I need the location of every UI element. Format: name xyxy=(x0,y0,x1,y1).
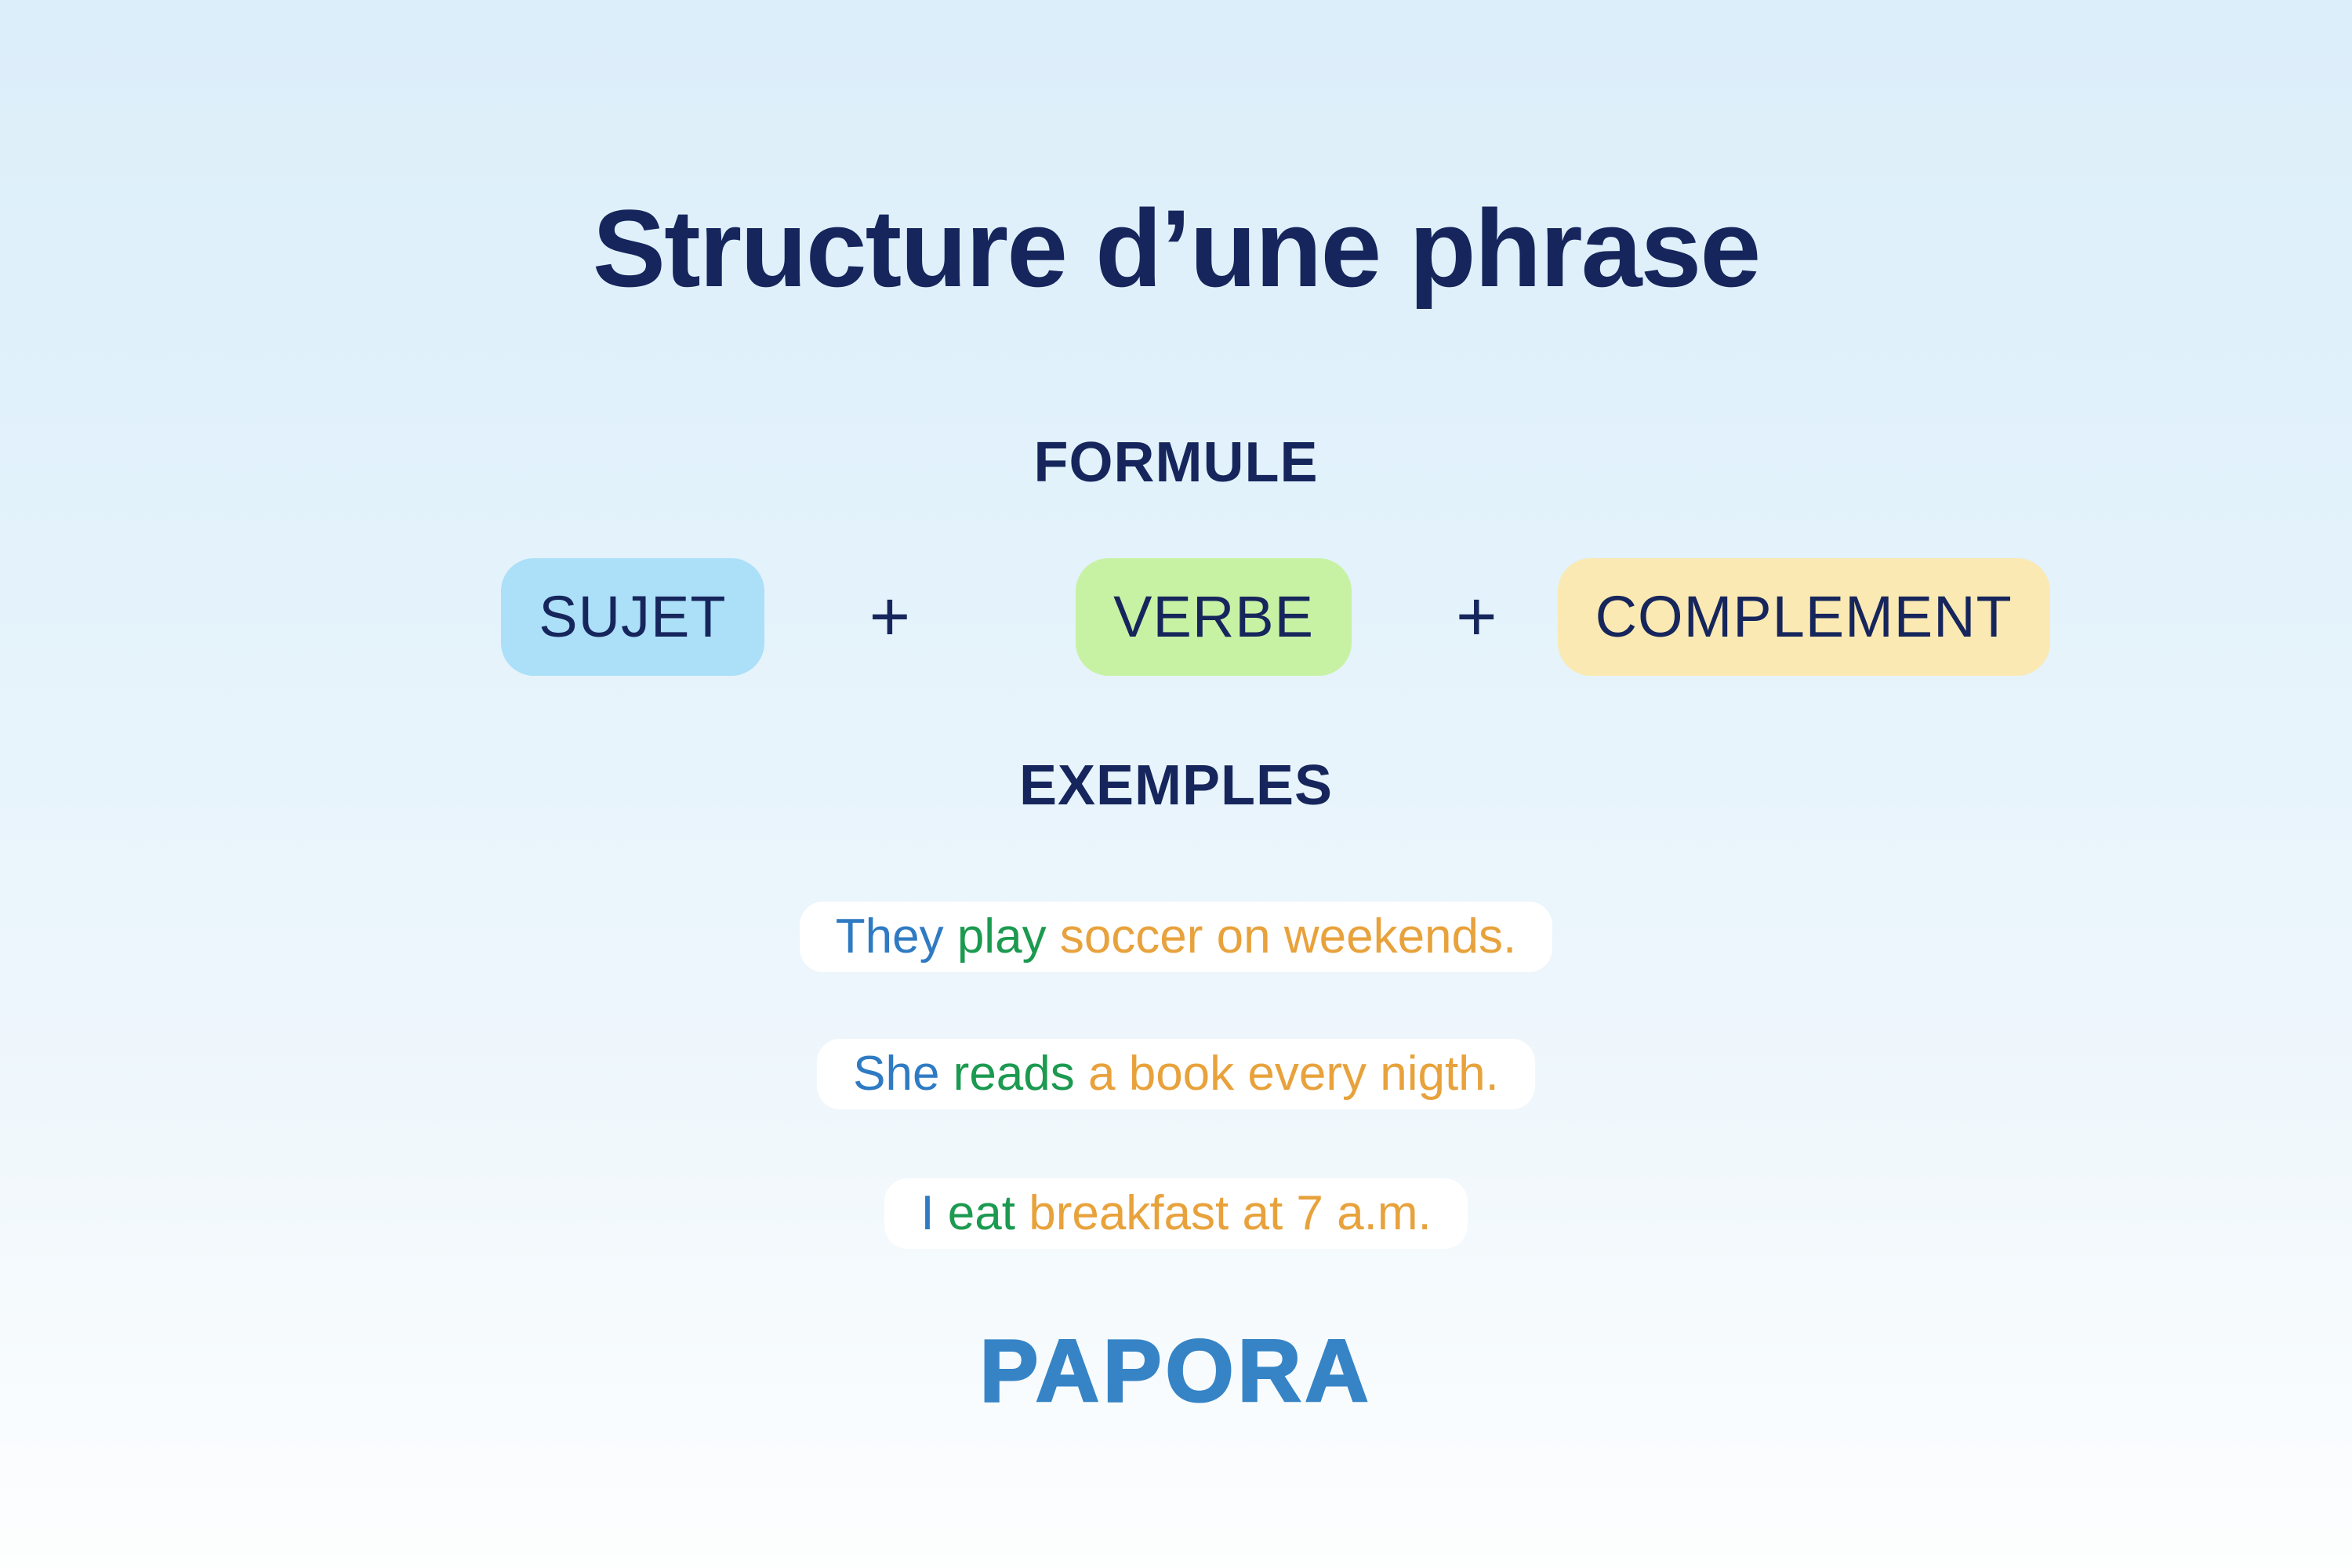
sentence-complement: breakfast at 7 a.m. xyxy=(1029,1186,1432,1240)
sentence-complement: soccer on weekends. xyxy=(1059,909,1517,964)
example-sentence xyxy=(884,1178,1467,1249)
plus-separator: + xyxy=(869,578,911,656)
formula-row xyxy=(501,558,2050,676)
sentence-subject: I xyxy=(920,1186,935,1240)
example-sentence xyxy=(800,902,1553,972)
formula-chip-sujet: SUJET xyxy=(501,558,764,676)
plus-separator: + xyxy=(1456,578,1497,656)
formula-chip-complement: COMPLEMENT xyxy=(1558,558,2050,676)
formula-heading: FORMULE xyxy=(1033,431,1319,494)
sentence-verb: reads xyxy=(953,1047,1075,1101)
formula-chip-verbe: VERBE xyxy=(1076,558,1352,676)
examples-heading: EXEMPLES xyxy=(1018,754,1334,817)
example-sentence xyxy=(817,1039,1535,1109)
sentence-subject: She xyxy=(853,1047,940,1101)
sentence-complement: a book every nigth. xyxy=(1088,1047,1499,1101)
sentence-verb: play xyxy=(956,909,1047,964)
papora-logo: PAPORA xyxy=(979,1322,1373,1420)
sentence-subject: They xyxy=(835,909,944,964)
page-title: Structure d’une phrase xyxy=(592,187,1760,310)
sentence-verb: eat xyxy=(947,1186,1015,1240)
